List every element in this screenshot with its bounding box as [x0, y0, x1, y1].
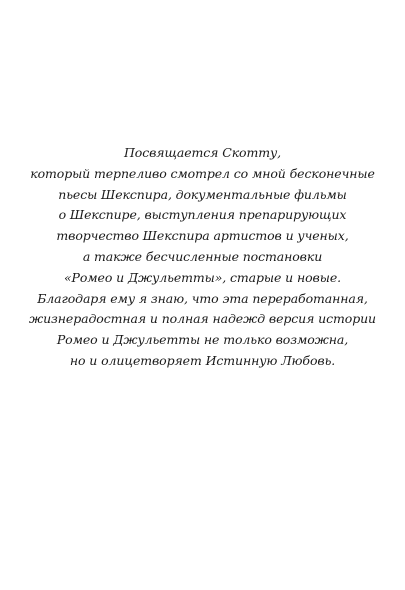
dedication-line: Ромео и Джульетты не только возможна, — [56, 332, 349, 348]
dedication-line: о Шекспире, выступления препарирующих — [58, 207, 347, 223]
dedication-line: жизнерадостная и полная надежд версия истории — [28, 311, 376, 327]
dedication-line: но и олицетворяет Истинную Любовь. — [69, 352, 336, 368]
dedication-line: а также бесчисленные постановки — [82, 248, 323, 264]
dedication-line: пьесы Шекспира, документальные фильмы — [58, 186, 347, 202]
dedication-line: Посвящается Скотту, — [123, 145, 282, 160]
dedication-text — [0, 143, 405, 372]
dedication-line: творчество Шекспира артистов и ученых, — [56, 228, 349, 244]
dedication-line: Благодаря ему я знаю, что эта переработанная, — [37, 290, 368, 306]
dedication-line: который терпеливо смотрел со мной бесконечные — [30, 165, 375, 181]
dedication-line: «Ромео и Джульетты», старые и новые. — [63, 269, 341, 285]
